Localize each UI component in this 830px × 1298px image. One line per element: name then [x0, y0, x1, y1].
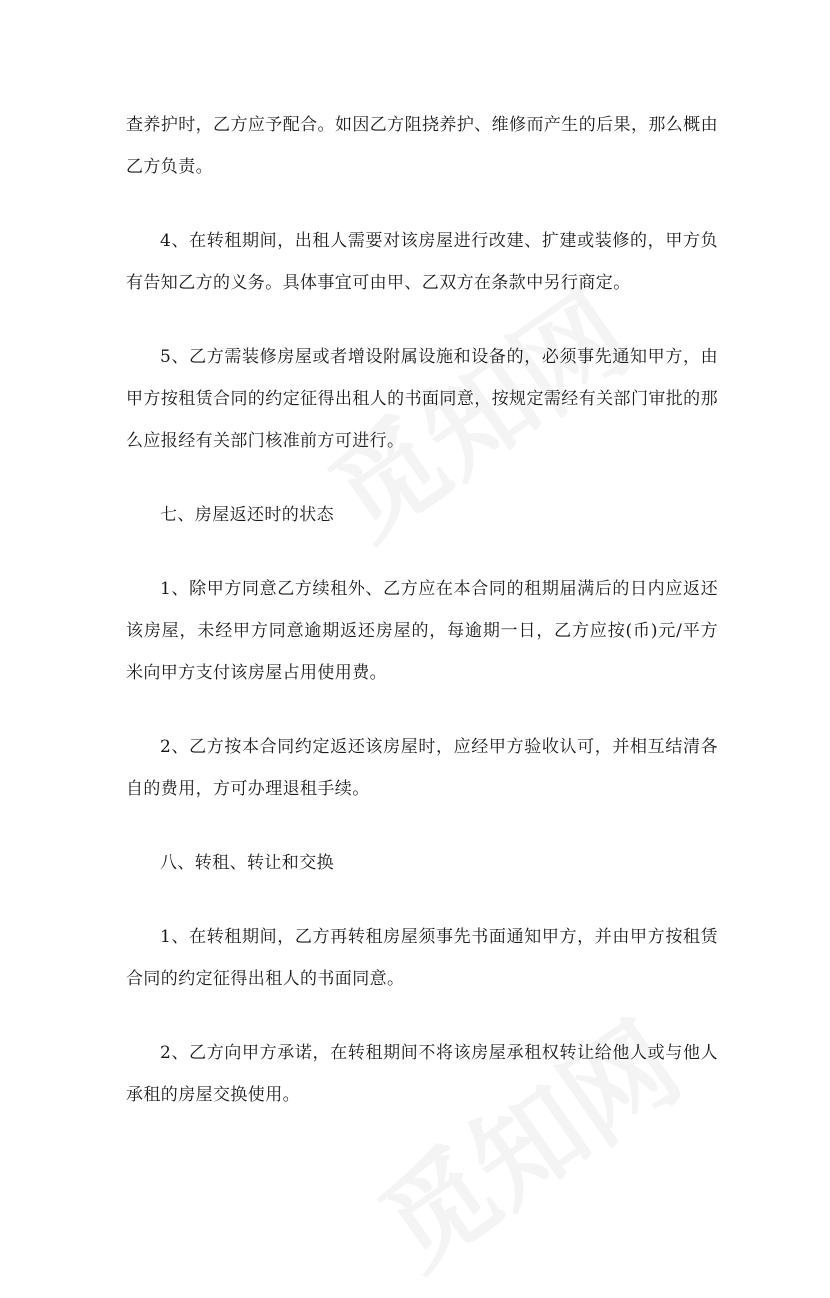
paragraph-clause-8-2: 2、乙方向甲方承诺，在转租期间不将该房屋承租权转让给他人或与他人承租的房屋交换使用。 — [126, 1043, 718, 1105]
paragraph-clause-7-2: 2、乙方按本合同约定返还该房屋时，应经甲方验收认可，并相互结清各自的费用，方可办理退租手续。 — [126, 737, 718, 799]
paragraph-clause-8-1: 1、在转租期间，乙方再转租房屋须事先书面通知甲方，并由甲方按租赁合同的约定征得出租人的书面同意。 — [126, 927, 718, 989]
section-heading-8: 八、转租、转让和交换 — [160, 853, 334, 873]
document-body — [126, 104, 718, 1148]
paragraph-clause-4: 4、在转租期间，出租人需要对该房屋进行改建、扩建或装修的，甲方负有告知乙方的义务。具体事宜可由甲、乙双方在条款中另行商定。 — [126, 231, 718, 293]
paragraph-continuation: 查养护时，乙方应予配合。如因乙方阻挠养护、维修而产生的后果，那么概由乙方负责。 — [126, 115, 718, 177]
paragraph-clause-7-1: 1、除甲方同意乙方续租外、乙方应在本合同的租期届满后的日内应返还该房屋，未经甲方同意逾期返还房屋的，每逾期一日，乙方应按(币)元/平方米向甲方支付该房屋占用使用费。 — [126, 579, 718, 683]
paragraph-clause-5: 5、乙方需装修房屋或者增设附属设施和设备的，必须事先通知甲方，由甲方按租赁合同的约定征得出租人的书面同意，按规定需经有关部门审批的那么应报经有关部门核准前方可进行。 — [126, 347, 718, 451]
section-heading-7: 七、房屋返还时的状态 — [160, 505, 334, 525]
